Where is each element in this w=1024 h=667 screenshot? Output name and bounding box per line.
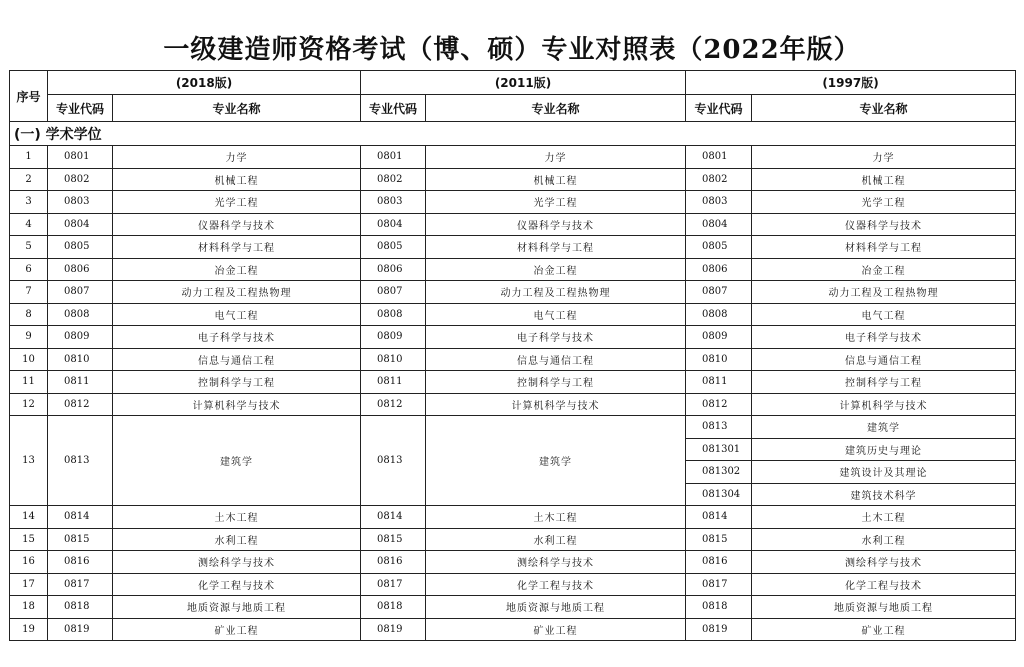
name-2018: 水利工程	[113, 528, 361, 551]
name-1997: 地质资源与地质工程	[752, 596, 1016, 619]
name-header-2018: 专业名称	[113, 95, 361, 122]
code-2018: 0818	[48, 596, 113, 619]
name-2011: 矿业工程	[426, 618, 686, 641]
name-2018: 控制科学与工程	[113, 371, 361, 394]
name-2018: 力学	[113, 146, 361, 169]
name-1997: 计算机科学与技术	[752, 393, 1016, 416]
name-1997: 水利工程	[752, 528, 1016, 551]
code-1997: 0806	[686, 258, 752, 281]
code-2018: 0803	[48, 191, 113, 214]
name-2011: 水利工程	[426, 528, 686, 551]
table-row	[10, 551, 1016, 574]
name-2011: 建筑学	[426, 416, 686, 506]
table-row	[10, 326, 1016, 349]
name-1997: 冶金工程	[752, 258, 1016, 281]
code-1997: 0805	[686, 236, 752, 259]
name-2011: 信息与通信工程	[426, 348, 686, 371]
table-row	[10, 213, 1016, 236]
table-row	[10, 618, 1016, 641]
code-2018: 0815	[48, 528, 113, 551]
code-1997: 0801	[686, 146, 752, 169]
name-1997: 建筑学	[752, 416, 1016, 439]
name-1997: 材料科学与工程	[752, 236, 1016, 259]
table-row	[10, 281, 1016, 304]
code-1997: 0810	[686, 348, 752, 371]
name-1997: 信息与通信工程	[752, 348, 1016, 371]
row-number: 5	[10, 236, 48, 259]
section-heading: (一) 学术学位	[10, 122, 1016, 146]
code-2011: 0801	[361, 146, 426, 169]
code-1997: 0808	[686, 303, 752, 326]
name-1997: 电气工程	[752, 303, 1016, 326]
table-row	[10, 191, 1016, 214]
code-2011: 0817	[361, 573, 426, 596]
code-2011: 0805	[361, 236, 426, 259]
name-2011: 冶金工程	[426, 258, 686, 281]
name-1997: 动力工程及工程热物理	[752, 281, 1016, 304]
name-2018: 电气工程	[113, 303, 361, 326]
name-2018: 测绘科学与技术	[113, 551, 361, 574]
code-2011: 0810	[361, 348, 426, 371]
row-number: 11	[10, 371, 48, 394]
name-2018: 光学工程	[113, 191, 361, 214]
code-1997: 081304	[686, 483, 752, 506]
code-1997: 0804	[686, 213, 752, 236]
code-2011: 0809	[361, 326, 426, 349]
name-1997: 建筑技术科学	[752, 483, 1016, 506]
name-2018: 建筑学	[113, 416, 361, 506]
code-1997: 081302	[686, 461, 752, 484]
code-2018: 0807	[48, 281, 113, 304]
code-2018: 0806	[48, 258, 113, 281]
name-2018: 材料科学与工程	[113, 236, 361, 259]
code-2018: 0802	[48, 168, 113, 191]
table-row	[10, 303, 1016, 326]
name-1997: 建筑设计及其理论	[752, 461, 1016, 484]
name-2011: 仪器科学与技术	[426, 213, 686, 236]
name-2018: 冶金工程	[113, 258, 361, 281]
code-2011: 0818	[361, 596, 426, 619]
name-2018: 动力工程及工程热物理	[113, 281, 361, 304]
name-header-2011: 专业名称	[426, 95, 686, 122]
name-2018: 化学工程与技术	[113, 573, 361, 596]
name-2011: 力学	[426, 146, 686, 169]
table-row	[10, 168, 1016, 191]
row-number: 14	[10, 506, 48, 529]
table-row	[10, 416, 1016, 439]
row-number: 1	[10, 146, 48, 169]
name-2018: 土木工程	[113, 506, 361, 529]
code-1997: 0814	[686, 506, 752, 529]
code-2018: 0816	[48, 551, 113, 574]
name-1997: 力学	[752, 146, 1016, 169]
code-1997: 0819	[686, 618, 752, 641]
name-2018: 地质资源与地质工程	[113, 596, 361, 619]
name-1997: 仪器科学与技术	[752, 213, 1016, 236]
version-1997-header: (1997版)	[686, 71, 1016, 95]
name-2011: 地质资源与地质工程	[426, 596, 686, 619]
code-2011: 0802	[361, 168, 426, 191]
name-2018: 机械工程	[113, 168, 361, 191]
name-2018: 仪器科学与技术	[113, 213, 361, 236]
code-1997: 0812	[686, 393, 752, 416]
name-2011: 电子科学与技术	[426, 326, 686, 349]
row-number: 16	[10, 551, 48, 574]
row-number: 9	[10, 326, 48, 349]
code-header-2011: 专业代码	[361, 95, 426, 122]
code-1997: 081301	[686, 438, 752, 461]
name-1997: 建筑历史与理论	[752, 438, 1016, 461]
code-2011: 0807	[361, 281, 426, 304]
name-1997: 测绘科学与技术	[752, 551, 1016, 574]
name-2011: 土木工程	[426, 506, 686, 529]
row-number: 6	[10, 258, 48, 281]
code-1997: 0809	[686, 326, 752, 349]
comparison-table	[9, 70, 1016, 641]
name-1997: 土木工程	[752, 506, 1016, 529]
name-2011: 电气工程	[426, 303, 686, 326]
table-row	[10, 146, 1016, 169]
name-2011: 材料科学与工程	[426, 236, 686, 259]
name-2018: 矿业工程	[113, 618, 361, 641]
code-1997: 0803	[686, 191, 752, 214]
row-number: 2	[10, 168, 48, 191]
code-1997: 0802	[686, 168, 752, 191]
row-number: 18	[10, 596, 48, 619]
name-2011: 光学工程	[426, 191, 686, 214]
table-row	[10, 258, 1016, 281]
code-header-2018: 专业代码	[48, 95, 113, 122]
row-number: 4	[10, 213, 48, 236]
code-2018: 0812	[48, 393, 113, 416]
name-1997: 机械工程	[752, 168, 1016, 191]
version-2018-header: (2018版)	[48, 71, 361, 95]
table-row	[10, 596, 1016, 619]
code-2018: 0819	[48, 618, 113, 641]
row-number: 13	[10, 416, 48, 506]
code-2011: 0808	[361, 303, 426, 326]
row-number: 3	[10, 191, 48, 214]
row-number: 8	[10, 303, 48, 326]
code-2018: 0804	[48, 213, 113, 236]
code-2011: 0804	[361, 213, 426, 236]
name-1997: 矿业工程	[752, 618, 1016, 641]
name-2011: 化学工程与技术	[426, 573, 686, 596]
name-2011: 机械工程	[426, 168, 686, 191]
code-2018: 0811	[48, 371, 113, 394]
name-2018: 计算机科学与技术	[113, 393, 361, 416]
name-header-1997: 专业名称	[752, 95, 1016, 122]
name-2018: 信息与通信工程	[113, 348, 361, 371]
table-row	[10, 393, 1016, 416]
code-1997: 0818	[686, 596, 752, 619]
code-2011: 0815	[361, 528, 426, 551]
table-row	[10, 573, 1016, 596]
code-1997: 0815	[686, 528, 752, 551]
code-2018: 0801	[48, 146, 113, 169]
name-1997: 光学工程	[752, 191, 1016, 214]
code-2011: 0814	[361, 506, 426, 529]
row-number: 17	[10, 573, 48, 596]
code-2018: 0809	[48, 326, 113, 349]
name-2011: 动力工程及工程热物理	[426, 281, 686, 304]
code-1997: 0817	[686, 573, 752, 596]
code-2011: 0806	[361, 258, 426, 281]
table-row	[10, 348, 1016, 371]
table-row	[10, 371, 1016, 394]
code-1997: 0807	[686, 281, 752, 304]
name-1997: 控制科学与工程	[752, 371, 1016, 394]
code-2018: 0810	[48, 348, 113, 371]
seq-header: 序号	[10, 71, 48, 122]
code-2011: 0811	[361, 371, 426, 394]
code-2011: 0803	[361, 191, 426, 214]
code-2018: 0808	[48, 303, 113, 326]
code-1997: 0813	[686, 416, 752, 439]
code-header-1997: 专业代码	[686, 95, 752, 122]
code-2018: 0805	[48, 236, 113, 259]
name-2011: 控制科学与工程	[426, 371, 686, 394]
code-2011: 0816	[361, 551, 426, 574]
row-number: 10	[10, 348, 48, 371]
code-2018: 0813	[48, 416, 113, 506]
code-1997: 0811	[686, 371, 752, 394]
row-number: 15	[10, 528, 48, 551]
table-row	[10, 528, 1016, 551]
row-number: 19	[10, 618, 48, 641]
name-2011: 测绘科学与技术	[426, 551, 686, 574]
version-2011-header: (2011版)	[361, 71, 686, 95]
row-number: 12	[10, 393, 48, 416]
row-number: 7	[10, 281, 48, 304]
code-2011: 0812	[361, 393, 426, 416]
code-2018: 0817	[48, 573, 113, 596]
name-2018: 电子科学与技术	[113, 326, 361, 349]
name-1997: 电子科学与技术	[752, 326, 1016, 349]
code-2018: 0814	[48, 506, 113, 529]
table-row	[10, 236, 1016, 259]
code-1997: 0816	[686, 551, 752, 574]
name-1997: 化学工程与技术	[752, 573, 1016, 596]
table-row	[10, 506, 1016, 529]
code-2011: 0819	[361, 618, 426, 641]
page-title: 一级建造师资格考试（博、硕）专业对照表（2022年版）	[163, 35, 861, 65]
name-2011: 计算机科学与技术	[426, 393, 686, 416]
code-2011: 0813	[361, 416, 426, 506]
